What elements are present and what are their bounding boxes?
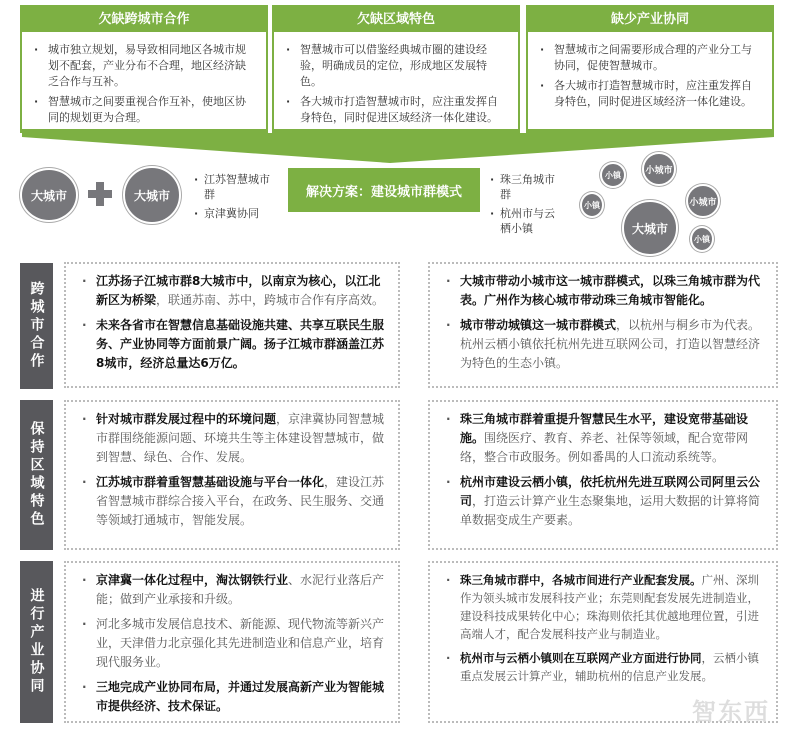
detail-item: · 江苏扬子江城市群8大城市中，以南京为核心，以江北新区为桥梁，联通苏南、苏中，跨城市合作有序高效。: [80, 272, 386, 310]
detail-item: · 珠三角城市群中，各城市间进行产业配套发展。广州、深圳作为领头城市发展科技产业；东莞则配套发展先进制造业，建设科技成果转化中心；珠海则依托其优越地理位置，引进高端人才，配合发展科技产业与制造业。: [444, 571, 764, 643]
example-item: · 江苏智慧城市群: [192, 172, 272, 202]
row-label: 跨城市合作: [28, 281, 45, 371]
detail-item: · 杭州市与云栖小镇则在互联网产业方面进行协同，云栖小镇重点发展云计算产业，辅助杭州的信息产业发展。: [444, 649, 764, 685]
problem-bullet: · 智慧城市可以借鉴经典城市圈的建设经验，明确成员的定位，形成地区发展特色。: [284, 42, 508, 90]
problem-box-industry: [526, 5, 774, 133]
left-examples: [192, 172, 272, 225]
problem-bullet: · 各大城市打造智慧城市时，应注重发挥自身特色，同时促进区域经济一体化建设。: [538, 78, 762, 110]
row-label-regional: [20, 400, 53, 550]
watermark-logo: 智东西: [692, 698, 770, 726]
row-label-cross-city: [20, 263, 53, 389]
example-item: · 杭州市与云栖小镇: [488, 206, 560, 236]
detail-item: · 针对城市群发展过程中的环境问题，京津冀协同智慧城市群围绕能源问题、环境共生等主体建设智慧城市，做到智慧、绿色、合作、发展。: [80, 410, 386, 467]
row2-right-box: [428, 400, 778, 550]
problem-title: 欠缺区域特色: [356, 12, 435, 27]
problem-bullet: · 智慧城市之间需要形成合理的产业分工与协同，促使智慧城市。: [538, 42, 762, 74]
cluster-small-city: 小城市: [642, 152, 676, 186]
problem-title: 欠缺跨城市合作: [98, 12, 190, 27]
row-label: 保持区域特色: [28, 421, 45, 529]
row1-left-box: [64, 262, 400, 388]
problem-bullet: · 智慧城市之间要重视合作互补，使地区协同的规划更为合理。: [32, 94, 256, 126]
cluster-small-city: 小城市: [686, 184, 720, 218]
cluster-town: 小镇: [600, 162, 626, 188]
problem-box-cross-city: [20, 5, 268, 133]
solution-box: 解决方案：建设城市群模式: [288, 168, 480, 212]
cluster-big-city: 大城市: [622, 200, 678, 256]
problem-bullet: · 各大城市打造智慧城市时，应注重发挥自身特色，同时促进区域经济一体化建设。: [284, 94, 508, 126]
row-label-industry: [20, 561, 53, 723]
detail-item: · 城市带动城镇这一城市群模式，以杭州与桐乡市为代表。杭州云栖小镇依托杭州先进互联网公司，打造以智慧经济为特色的生态小镇。: [444, 316, 764, 373]
cluster-town: 小镇: [690, 226, 714, 252]
plus-icon: [88, 182, 112, 206]
big-city-circle: 大城市: [20, 168, 78, 222]
row-label: 进行产业协同: [28, 588, 45, 696]
big-city-circle: 大城市: [123, 166, 181, 224]
row2-left-box: [64, 400, 400, 550]
cluster-town: 小镇: [580, 192, 604, 218]
example-item: · 京津冀协同: [192, 206, 272, 221]
detail-item: · 河北多城市发展信息技术、新能源、现代物流等新兴产业，天津借力北京强化其先进制造业和信息产业，培育现代服务业。: [80, 615, 386, 672]
detail-item: · 杭州市建设云栖小镇，依托杭州先进互联网公司阿里云公司，打造云计算产业生态聚集地，运用大数据的计算将简单数据变成生产要素。: [444, 473, 764, 530]
problem-box-regional: [272, 5, 520, 133]
problem-title: 缺少产业协同: [610, 12, 689, 27]
right-examples: [488, 172, 560, 240]
detail-item: · 江苏城市群着重智慧基础设施与平台一体化，建设江苏省智慧城市群综合接入平台，在政务、民生服务、交通等领域打通城市，智能发展。: [80, 473, 386, 530]
detail-item: · 珠三角城市群着重提升智慧民生水平，建设宽带基础设施。围绕医疗、教育、养老、社保等领域，配合宽带网络，整合市政服务。例如番禺的人口流动系统等。: [444, 410, 764, 467]
detail-item: · 京津冀一体化过程中，淘汰钢铁行业、水泥行业落后产能；做到产业承接和升级。: [80, 571, 386, 609]
row3-left-box: [64, 561, 400, 723]
detail-item: · 三地完成产业协同布局，并通过发展高新产业为智能城市提供经济、技术保证。: [80, 678, 386, 716]
example-item: · 珠三角城市群: [488, 172, 560, 202]
problem-bullet: · 城市独立规划，易导致相同地区各城市规划不配套，产业分布不合理，地区经济缺乏合作与互补。: [32, 42, 256, 90]
row1-right-box: [428, 262, 778, 388]
detail-item: · 未来各省市在智慧信息基础设施共建、共享互联民生服务、产业协同等方面前景广阔。扬子江城市群涵盖江苏8城市，经济总量达6万亿。: [80, 316, 386, 373]
detail-item: · 大城市带动小城市这一城市群模式，以珠三角城市群为代表。广州作为核心城市带动珠三角城市智能化。: [444, 272, 764, 310]
